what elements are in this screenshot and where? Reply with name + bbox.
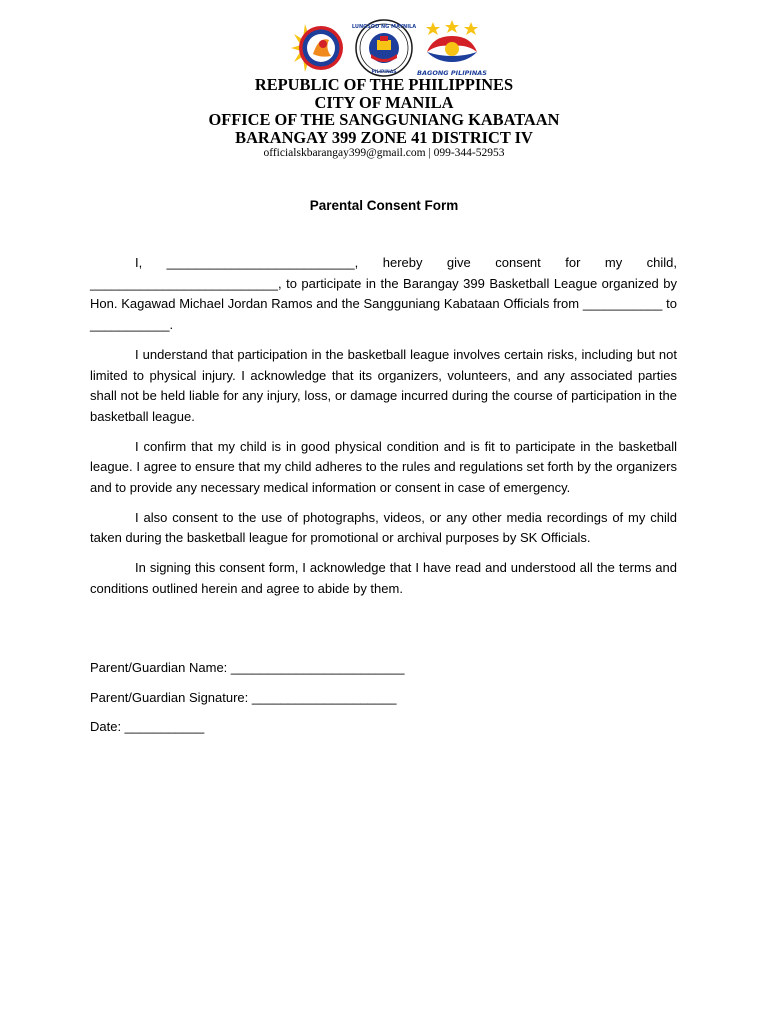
consent-paragraph-4: I also consent to the use of photographs, videos, or any other media recordings of my child taken during the basketball league for promotional or archival purposes by SK Officials.	[90, 509, 677, 546]
consent-paragraph-5: In signing this consent form, I acknowledge that I have read and understood all the terms and conditions outlined herein and agree to abide by them.	[90, 560, 677, 596]
bagong-pilipinas-logo	[417, 18, 487, 78]
form-title: Parental Consent Form	[309, 198, 459, 213]
svg-text:PILIPINAS: PILIPINAS	[371, 70, 397, 75]
letterhead-city: CITY OF MANILA	[314, 92, 454, 112]
manila-seal-logo	[353, 18, 415, 78]
guardian-name-line: Parent/Guardian Name: ________________________	[90, 660, 405, 675]
letterhead	[0, 76, 768, 161]
letterhead-country: REPUBLIC OF THE PHILIPPINES	[254, 75, 514, 94]
letterhead-contact: officialskbarangay399@gmail.com | 099-344-52953	[263, 147, 505, 159]
form-body	[90, 253, 677, 609]
consent-paragraph-2: I understand that participation in the basketball league involves certain risks, including but not limited to physical injury. I acknowledge that its organizers, volunteers, and any associated parties shall not be held liable for any injury, loss, or damage incurred during the course of participation in the basketball league.	[90, 346, 677, 424]
svg-text:BAGONG PILIPINAS: BAGONG PILIPINAS	[417, 69, 487, 77]
guardian-signature-line: Parent/Guardian Signature: ____________________	[90, 689, 397, 705]
consent-paragraph-1: I, __________________________, hereby give consent for my child, __________________________, to participate in the Barangay 399 Basketball League organized by Hon. Kagawad Michael Jordan Ramos and the Sangguniang Kabataan Officials from ___________ to ___________.	[90, 255, 677, 333]
logo-row	[0, 18, 768, 80]
letterhead-barangay: BARANGAY 399 ZONE 41 DISTRICT IV	[235, 127, 533, 147]
date-line: Date: ___________	[90, 719, 205, 734]
sk-logo	[285, 18, 347, 78]
signature-block	[90, 658, 404, 747]
consent-paragraph-3: I confirm that my child is in good physical condition and is fit to participate in the basketball league. I agree to ensure that my child adheres to the rules and regulations set forth by the organizers and to provide any necessary medical information or consent in case of emergency.	[90, 438, 677, 496]
svg-text:LUNGSOD NG MAYNILA: LUNGSOD NG MAYNILA	[351, 24, 417, 30]
letterhead-office: OFFICE OF THE SANGGUNIANG KABATAAN	[208, 110, 560, 129]
